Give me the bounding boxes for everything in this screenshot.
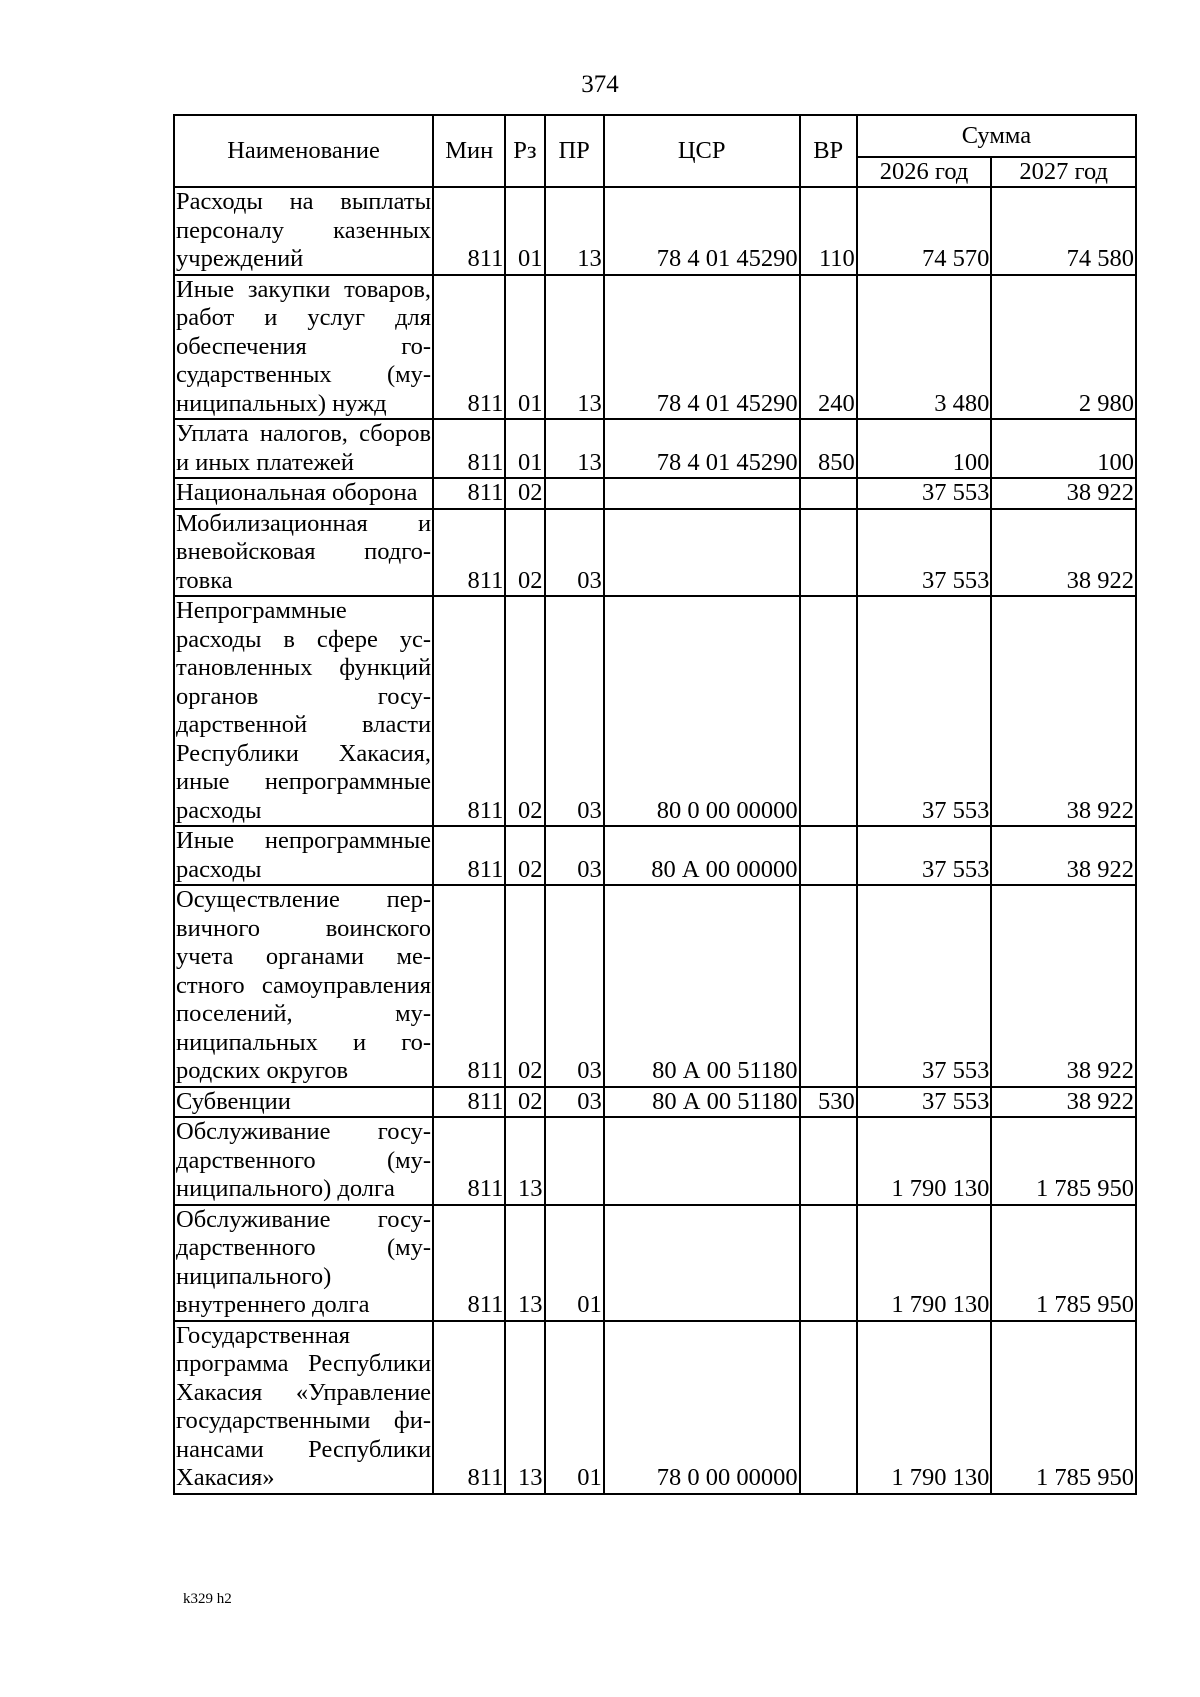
row-vr: 110 (800, 187, 857, 275)
row-csr: 78 4 01 45290 (604, 275, 800, 420)
row-pr: 01 (545, 1205, 604, 1321)
row-pr: 03 (545, 826, 604, 885)
row-rz: 01 (505, 275, 544, 420)
row-amount-2027: 38 922 (991, 1087, 1136, 1118)
table-body (174, 187, 1136, 1494)
header-vr: ВР (800, 115, 857, 187)
row-name: Иные непрограммные расходы (174, 826, 433, 885)
table-row (174, 885, 1136, 1087)
row-name: Иные закупки товаров, работ и услуг для обеспечения государственных (муниципальных) нужд (174, 275, 433, 420)
row-amount-2026: 37 553 (857, 596, 992, 826)
row-amount-2026: 74 570 (857, 187, 992, 275)
row-csr (604, 1205, 800, 1321)
row-amount-2026: 1 790 130 (857, 1117, 992, 1205)
row-min: 811 (433, 885, 505, 1087)
row-pr: 13 (545, 187, 604, 275)
row-vr (800, 1117, 857, 1205)
row-csr: 78 4 01 45290 (604, 419, 800, 478)
row-rz: 01 (505, 187, 544, 275)
row-vr (800, 509, 857, 597)
row-min: 811 (433, 1321, 505, 1494)
row-vr (800, 1321, 857, 1494)
row-pr (545, 1117, 604, 1205)
row-rz: 02 (505, 885, 544, 1087)
page-number: 374 (581, 71, 619, 98)
row-csr (604, 1117, 800, 1205)
row-csr: 78 0 00 00000 (604, 1321, 800, 1494)
row-rz: 02 (505, 596, 544, 826)
row-amount-2026: 37 553 (857, 478, 992, 509)
row-min: 811 (433, 509, 505, 597)
row-min: 811 (433, 478, 505, 509)
table-row (174, 419, 1136, 478)
row-name: Уплата налогов, сборов и иных платежей (174, 419, 433, 478)
row-amount-2027: 38 922 (991, 826, 1136, 885)
row-name: Мобилизационная и вневойсковая подготовка (174, 509, 433, 597)
table-row (174, 596, 1136, 826)
header-year-2027: 2027 год (991, 157, 1136, 187)
header-min: Мин (433, 115, 505, 187)
row-rz: 13 (505, 1117, 544, 1205)
row-pr: 03 (545, 1087, 604, 1118)
header-sum: Сумма (857, 115, 1136, 157)
row-vr: 530 (800, 1087, 857, 1118)
row-csr: 80 А 00 51180 (604, 1087, 800, 1118)
table-row (174, 509, 1136, 597)
row-pr: 03 (545, 509, 604, 597)
row-name: Национальная оборона (174, 478, 433, 509)
row-amount-2026: 1 790 130 (857, 1321, 992, 1494)
header-rz: Рз (505, 115, 544, 187)
row-csr (604, 478, 800, 509)
row-pr: 13 (545, 419, 604, 478)
row-csr (604, 509, 800, 597)
row-amount-2027: 100 (991, 419, 1136, 478)
row-rz: 13 (505, 1205, 544, 1321)
row-amount-2026: 100 (857, 419, 992, 478)
row-amount-2027: 1 785 950 (991, 1117, 1136, 1205)
row-pr: 01 (545, 1321, 604, 1494)
row-rz: 13 (505, 1321, 544, 1494)
row-name: Осуществление первичного воинского учета органами местного самоуправления поселений, муниципальных и городских округов (174, 885, 433, 1087)
row-vr: 240 (800, 275, 857, 420)
row-amount-2027: 38 922 (991, 509, 1136, 597)
row-vr: 850 (800, 419, 857, 478)
table-row (174, 275, 1136, 420)
header-pr: ПР (545, 115, 604, 187)
row-amount-2027: 1 785 950 (991, 1205, 1136, 1321)
row-min: 811 (433, 187, 505, 275)
row-amount-2027: 38 922 (991, 596, 1136, 826)
row-pr: 13 (545, 275, 604, 420)
header-year-2026: 2026 год (857, 157, 992, 187)
row-rz: 02 (505, 826, 544, 885)
row-amount-2027: 1 785 950 (991, 1321, 1136, 1494)
row-rz: 02 (505, 478, 544, 509)
row-amount-2027: 2 980 (991, 275, 1136, 420)
footer-code: k329 h2 (183, 1591, 232, 1607)
table-row (174, 1321, 1136, 1494)
row-pr (545, 478, 604, 509)
row-min: 811 (433, 596, 505, 826)
row-name: Субвенции (174, 1087, 433, 1118)
row-csr: 80 А 00 00000 (604, 826, 800, 885)
table-row (174, 826, 1136, 885)
row-amount-2027: 38 922 (991, 885, 1136, 1087)
table-row (174, 187, 1136, 275)
row-amount-2027: 74 580 (991, 187, 1136, 275)
row-csr: 78 4 01 45290 (604, 187, 800, 275)
table-row (174, 1205, 1136, 1321)
row-min: 811 (433, 1205, 505, 1321)
row-pr: 03 (545, 885, 604, 1087)
row-name: Обслуживание государственного (муниципального) внутреннего долга (174, 1205, 433, 1321)
row-rz: 02 (505, 509, 544, 597)
row-pr: 03 (545, 596, 604, 826)
row-name: Государственная программа Республики Хакасия «Управление государственными финансами Республики Хакасия» (174, 1321, 433, 1494)
row-min: 811 (433, 419, 505, 478)
row-amount-2026: 1 790 130 (857, 1205, 992, 1321)
row-min: 811 (433, 275, 505, 420)
table-row (174, 1087, 1136, 1118)
row-csr: 80 0 00 00000 (604, 596, 800, 826)
header-name: Наименование (174, 115, 433, 187)
row-amount-2027: 38 922 (991, 478, 1136, 509)
row-amount-2026: 37 553 (857, 1087, 992, 1118)
row-name: Непрограммные расходы в сфере установленных функций органов государственной власти Республики Хакасия, иные непрограммные расходы (174, 596, 433, 826)
row-name: Обслуживание государственного (муниципального) долга (174, 1117, 433, 1205)
row-min: 811 (433, 1087, 505, 1118)
row-name: Расходы на выплаты персоналу казенных учреждений (174, 187, 433, 275)
table-row (174, 478, 1136, 509)
row-amount-2026: 37 553 (857, 826, 992, 885)
row-amount-2026: 3 480 (857, 275, 992, 420)
row-rz: 02 (505, 1087, 544, 1118)
budget-table (173, 114, 1137, 1495)
row-min: 811 (433, 826, 505, 885)
table-row (174, 1117, 1136, 1205)
row-vr (800, 1205, 857, 1321)
header-csr: ЦСР (604, 115, 800, 187)
row-vr (800, 596, 857, 826)
row-csr: 80 А 00 51180 (604, 885, 800, 1087)
row-vr (800, 478, 857, 509)
row-rz: 01 (505, 419, 544, 478)
row-min: 811 (433, 1117, 505, 1205)
row-vr (800, 885, 857, 1087)
row-amount-2026: 37 553 (857, 885, 992, 1087)
row-amount-2026: 37 553 (857, 509, 992, 597)
row-vr (800, 826, 857, 885)
